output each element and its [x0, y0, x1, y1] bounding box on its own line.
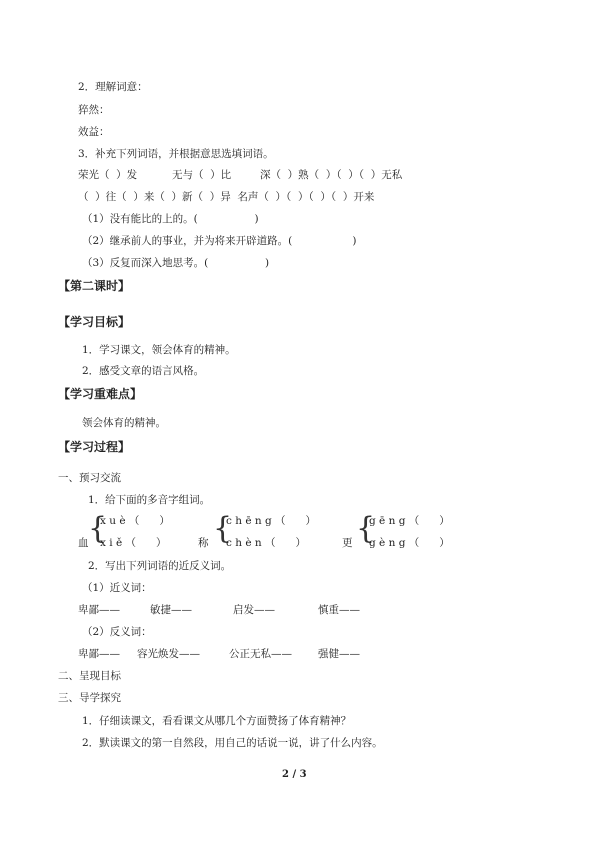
page-number: 2 / 3 [282, 769, 307, 780]
goal-2: 2．感受文章的语言风格。 [82, 365, 205, 377]
polyphone-char-xue: 血 [78, 537, 89, 549]
synonym-antonym-task: 2．写出下列词语的近反义词。 [88, 560, 232, 572]
fill-row1-b: 无与（ ）比 [172, 169, 232, 181]
pinyin-cheng-2: c h è n （ ） [226, 537, 306, 549]
synonym-item: 启发—— [233, 604, 275, 616]
polyphone-char-geng: 更 [342, 537, 353, 549]
heading-lesson2: 【第二课时】 [58, 279, 131, 293]
polyphone-task: 1．给下面的多音字组词。 [88, 494, 211, 506]
synonym-item: 卑鄙—— [78, 604, 120, 616]
pinyin-cheng-1: c h ē n g （ ） [226, 515, 317, 527]
synonym-title: （1）近义词： [82, 582, 152, 594]
synonym-item: 敏捷—— [150, 604, 192, 616]
question-2: （2）继承前人的事业，并为将来开辟道路。( ) [82, 235, 357, 247]
part-present-goals: 二、呈现目标 [58, 670, 121, 682]
brace-icon: { [356, 511, 376, 546]
synonym-item: 慎重—— [318, 604, 360, 616]
antonym-item: 公正无私—— [229, 648, 292, 660]
fill-row2: （ ）往（ ）来（ ）新（ ）异 名声（ ）（ ）（ ）（ ）开来 [78, 191, 375, 203]
pinyin-xue-2: x i ě （ ） [100, 537, 167, 549]
question-1: （1）没有能比的上的。( ) [82, 213, 259, 225]
antonym-title: （2）反义词： [82, 626, 152, 638]
pinyin-geng-2: g è n g （ ） [369, 537, 450, 549]
word-cu-ran: 猝然： [78, 104, 110, 116]
inquiry-question-1: 1．仔细读课文，看看课文从哪几个方面赞扬了体育精神？ [82, 715, 352, 727]
heading-goals: 【学习目标】 [58, 315, 131, 329]
word-xiao-yi: 效益： [78, 126, 110, 138]
fill-row1-c: 深（ ）熟（ ）（ ）（ ）无私 [260, 169, 403, 181]
antonym-item: 容光焕发—— [137, 648, 200, 660]
pinyin-xue-1: x u è （ ） [100, 515, 170, 527]
part-guided-inquiry: 三、导学探究 [58, 692, 121, 704]
item-fill-words: 3．补充下列词语，并根据意思选填词语。 [78, 148, 274, 160]
polyphone-char-cheng: 称 [198, 537, 209, 549]
part-preview: 一、预习交流 [58, 472, 121, 484]
goal-1: 1．学习课文，领会体育的精神。 [82, 344, 236, 356]
heading-key-points: 【学习重难点】 [58, 387, 143, 401]
pinyin-geng-1: g ē n g （ ） [369, 515, 450, 527]
brace-icon: { [213, 511, 233, 546]
key-point-1: 领会体育的精神。 [82, 417, 166, 429]
antonym-item: 卑鄙—— [78, 648, 120, 660]
heading-process: 【学习过程】 [58, 440, 131, 454]
item-understand-words: 2．理解词意： [78, 81, 148, 93]
fill-row1-a: 荣光（ ）发 [78, 169, 138, 181]
antonym-item: 强健—— [318, 648, 360, 660]
inquiry-question-2: 2．默读课文的第一自然段，用自己的话说一说，讲了什么内容。 [82, 737, 383, 749]
question-3: （3）反复而深入地思考。( ) [82, 257, 270, 269]
brace-icon: { [88, 511, 108, 546]
